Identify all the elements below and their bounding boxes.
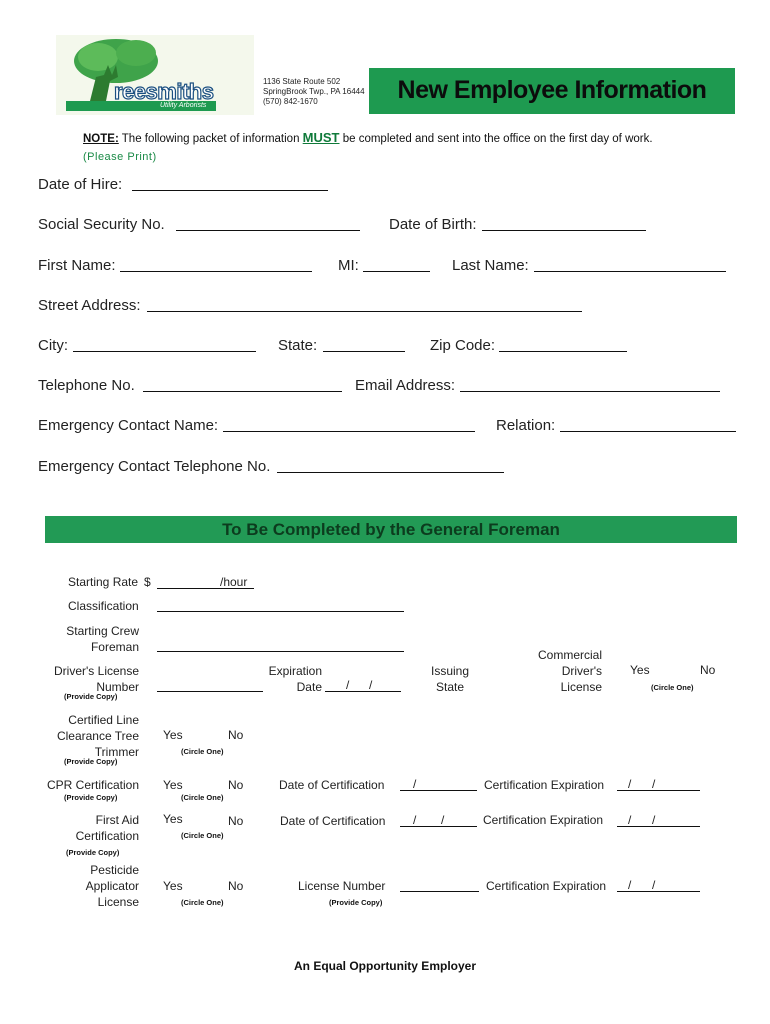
certified-label-2: Clearance Tree: [56, 729, 139, 743]
expiration-label-2: Date: [296, 680, 322, 694]
last-name-field[interactable]: [534, 255, 726, 272]
commercial-label-2: Driver's: [561, 664, 602, 678]
commercial-license-label: [512, 647, 602, 695]
zip-label: Zip Code:: [430, 337, 496, 354]
crew-foreman-label-1: Starting Crew: [66, 624, 139, 638]
dob-field[interactable]: [482, 214, 646, 231]
phone-line: (570) 842-1670: [263, 97, 318, 106]
relation-label: Relation:: [496, 417, 556, 434]
license-number-label: License Number: [298, 879, 386, 893]
cpr-yes-option[interactable]: Yes: [163, 778, 183, 792]
relation-field[interactable]: [560, 415, 736, 432]
trimmer-yes-option[interactable]: Yes: [163, 728, 183, 742]
first-aid-date-slash-2: /: [441, 813, 445, 827]
emergency-phone-field[interactable]: [277, 456, 504, 473]
trimmer-circle-one: (Circle One): [181, 747, 224, 756]
expiration-label-1: Expiration: [268, 664, 322, 678]
expiration-slash-1: /: [346, 678, 350, 692]
company-logo: [56, 35, 254, 115]
drivers-license-label-2: Number: [96, 680, 139, 694]
trimmer-provide-copy: (Provide Copy): [64, 757, 118, 766]
drivers-license-label: [30, 663, 139, 695]
certified-trimmer-label: [30, 712, 139, 760]
foreman-section-title: To Be Completed by the General Foreman: [222, 520, 560, 539]
address-line-2: SpringBrook Twp., PA 16444: [263, 87, 365, 96]
cdl-no-option[interactable]: No: [700, 663, 716, 677]
please-print: (Please Print): [83, 151, 157, 163]
pesticide-exp-slash-2: /: [652, 878, 656, 892]
certified-label-3: Trimmer: [94, 745, 139, 759]
emergency-name-label: Emergency Contact Name:: [38, 417, 219, 434]
first-aid-date-of-cert-label: Date of Certification: [280, 814, 386, 828]
telephone-field[interactable]: [143, 375, 342, 392]
license-number-field[interactable]: [400, 878, 479, 892]
pesticide-cert-expiration-label: Certification Expiration: [486, 879, 607, 893]
must-text: MUST: [302, 130, 340, 145]
foreman-section-banner: [45, 516, 737, 543]
pesticide-label-2: Applicator: [85, 879, 139, 893]
email-label: Email Address:: [355, 377, 456, 394]
cpr-label: CPR Certification: [47, 778, 140, 792]
expiration-slash-2: /: [369, 678, 373, 692]
cpr-exp-slash-1: /: [628, 777, 632, 791]
company-address: [263, 77, 365, 107]
commercial-label-1: Commercial: [537, 648, 602, 662]
dob-label: Date of Birth:: [389, 216, 477, 233]
zip-field[interactable]: [499, 335, 627, 352]
company-subtitle: Utility Arborists: [160, 102, 207, 109]
trimmer-no-option[interactable]: No: [228, 728, 244, 742]
state-field[interactable]: [323, 335, 405, 352]
pesticide-label-3: License: [97, 895, 139, 909]
issuing-label-2: State: [435, 680, 465, 694]
first-aid-circle-one: (Circle One): [181, 831, 224, 840]
last-name-label: Last Name:: [452, 257, 529, 274]
pesticide-label-1: Pesticide: [90, 863, 139, 877]
cpr-date-of-cert-label: Date of Certification: [279, 778, 385, 792]
city-label: City:: [38, 337, 68, 354]
page-title: New Employee Information: [397, 76, 707, 104]
first-aid-no-option[interactable]: No: [228, 814, 244, 828]
crew-foreman-label: [40, 623, 139, 655]
expiration-label: [230, 663, 322, 695]
pesticide-exp-slash-1: /: [628, 878, 632, 892]
pesticide-label: [30, 862, 139, 910]
starting-rate-label: Starting Rate: [68, 575, 139, 589]
first-aid-label-1: First Aid: [95, 813, 139, 827]
state-label: State:: [278, 337, 318, 354]
first-aid-cert-expiration-label: Certification Expiration: [483, 813, 604, 827]
cpr-date-of-cert-field[interactable]: [400, 777, 477, 791]
per-hour-label: /hour: [220, 575, 248, 589]
footer-text: An Equal Opportunity Employer: [293, 959, 476, 973]
note-text-2: be completed and sent into the office on the first day of work.: [339, 133, 653, 145]
cpr-provide-copy: (Provide Copy): [64, 793, 118, 802]
cpr-circle-one: (Circle One): [181, 793, 224, 802]
first-aid-label-2: Certification: [75, 829, 139, 843]
first-aid-date-of-cert-field[interactable]: [400, 813, 477, 827]
first-aid-provide-copy: (Provide Copy): [66, 848, 120, 857]
dollar-sign: $: [144, 575, 151, 589]
date-of-hire-label: Date of Hire:: [38, 176, 123, 193]
note-label: NOTE:: [83, 133, 119, 145]
mi-label: MI:: [338, 257, 359, 274]
drivers-license-provide-copy: (Provide Copy): [64, 692, 118, 701]
ssn-field[interactable]: [176, 214, 360, 231]
emergency-name-field[interactable]: [223, 415, 475, 432]
pesticide-provide-copy: (Provide Copy): [329, 898, 383, 907]
first-aid-exp-slash-2: /: [652, 813, 656, 827]
note-text: [83, 130, 653, 145]
street-field[interactable]: [147, 295, 582, 312]
cpr-date-slash: /: [413, 777, 417, 791]
note-text-1: The following packet of information: [118, 133, 303, 145]
certified-label-1: Certified Line: [68, 713, 139, 727]
company-name: reesmiths: [114, 79, 214, 104]
issuing-label-1: Issuing: [430, 664, 470, 678]
pesticide-yes-option[interactable]: Yes: [163, 879, 183, 893]
telephone-label: Telephone No.: [38, 377, 135, 394]
ssn-label: Social Security No.: [38, 216, 165, 233]
mi-field[interactable]: [363, 255, 430, 272]
first-name-label: First Name:: [38, 257, 116, 274]
first-name-field[interactable]: [120, 255, 312, 272]
city-field[interactable]: [73, 335, 256, 352]
cpr-exp-slash-2: /: [652, 777, 656, 791]
cpr-no-option[interactable]: No: [228, 778, 244, 792]
expiration-date-field[interactable]: [325, 678, 401, 692]
email-field[interactable]: [460, 375, 720, 392]
pesticide-circle-one: (Circle One): [181, 898, 224, 907]
crew-foreman-label-2: Foreman: [90, 640, 139, 654]
commercial-label-3: License: [560, 680, 602, 694]
drivers-license-label-1: Driver's License: [54, 664, 139, 678]
cdl-circle-one: (Circle One): [651, 683, 694, 692]
address-line-1: 1136 State Route 502: [263, 77, 341, 86]
date-of-hire-field[interactable]: [132, 174, 328, 191]
emergency-phone-label: Emergency Contact Telephone No.: [38, 458, 271, 475]
issuing-state-label: [420, 663, 480, 695]
classification-field[interactable]: [157, 598, 404, 612]
pesticide-no-option[interactable]: No: [228, 879, 244, 893]
cdl-yes-option[interactable]: Yes: [630, 663, 650, 677]
classification-label: Classification: [68, 599, 139, 613]
crew-foreman-field[interactable]: [157, 638, 404, 652]
first-aid-date-slash-1: /: [413, 813, 417, 827]
first-aid-exp-slash-1: /: [628, 813, 632, 827]
street-label: Street Address:: [38, 297, 141, 314]
title-banner: [369, 68, 735, 114]
first-aid-label: [30, 812, 139, 844]
cpr-cert-expiration-label: Certification Expiration: [484, 778, 605, 792]
first-aid-yes-option[interactable]: Yes: [163, 812, 183, 826]
